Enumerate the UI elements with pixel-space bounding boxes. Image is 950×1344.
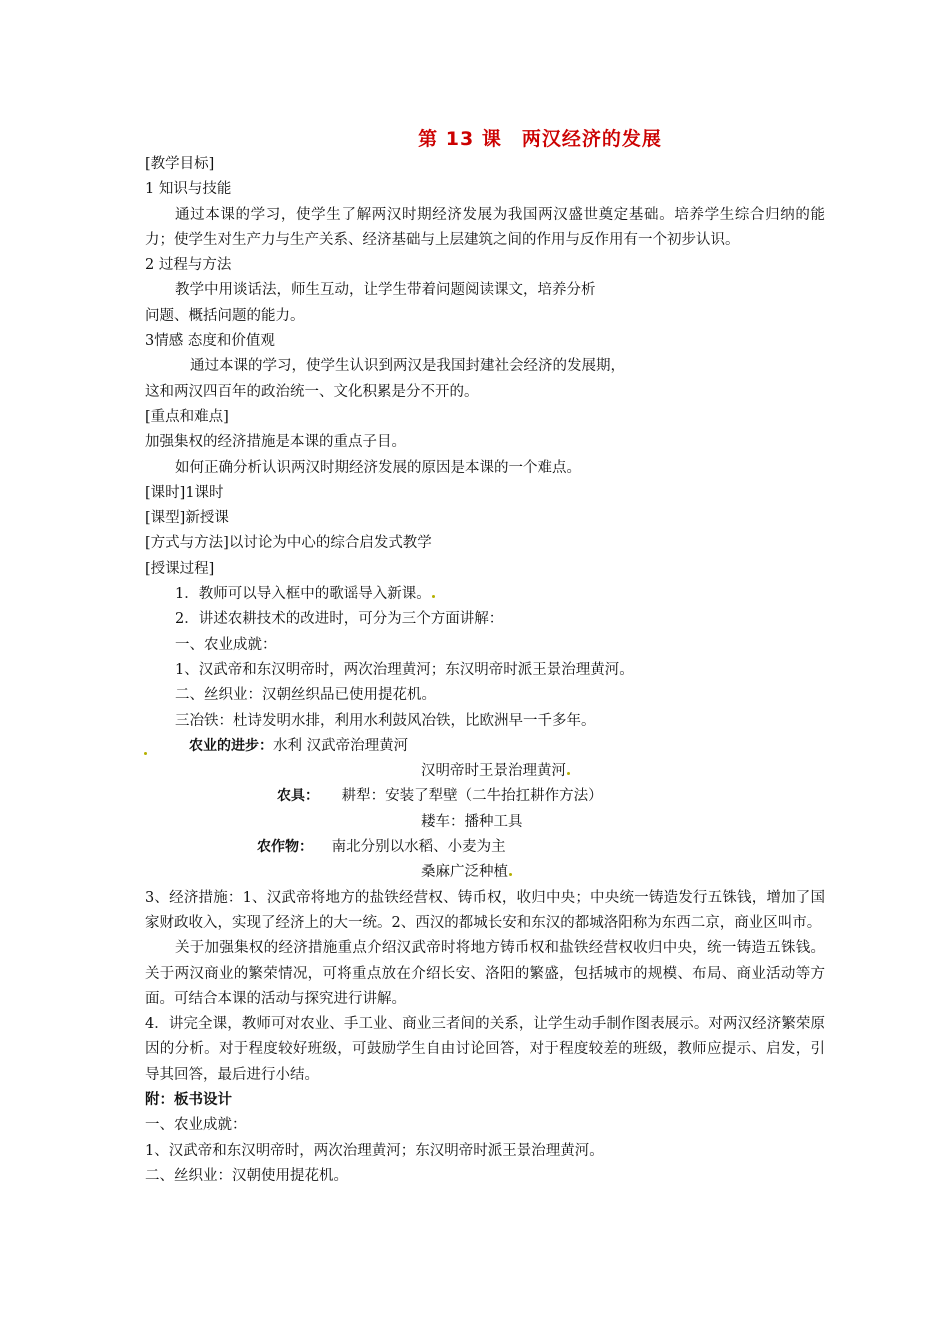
- crops-mulberry: 桑麻广泛种植: [421, 864, 508, 881]
- section-key-points-header: [重点和难点]: [145, 408, 229, 425]
- knowledge-paragraph: 通过本课的学习，使学生了解两汉时期经济发展为我国两汉盛世奠定基础。培养学生综合归纳的能力；使学生对生产力与生产关系、经济基础与上层建筑之间的作用与反作用有一个初步认识。: [145, 206, 825, 248]
- tools-plough: 耕犁：安装了犁壁（二牛抬扛耕作方法）: [341, 788, 603, 805]
- agri-progress-row-2: [145, 759, 825, 784]
- agri-progress-label: 农业的进步：: [189, 737, 273, 754]
- agri-achievement-header: 一、农业成就：: [175, 636, 277, 653]
- difficulty-line: 如何正确分析认识两汉时期经济发展的原因是本课的一个难点。: [175, 459, 581, 476]
- section-process-header: [授课过程]: [145, 560, 215, 577]
- values-line-2: 这和两汉四百年的政治统一、文化积累是分不开的。: [145, 383, 479, 400]
- page-title: 第 13 课 两汉经济的发展: [418, 128, 662, 150]
- board-line-2: 1、汉武帝和东汉明帝时，两次治理黄河；东汉明帝时派王景治理黄河。: [145, 1142, 604, 1159]
- subsection-values: 3情感 态度和价值观: [145, 333, 275, 350]
- values-line-1: 通过本课的学习，使学生认识到两汉是我国封建社会经济的发展期，: [190, 358, 625, 375]
- agri-progress-water: 水利 汉武帝治理黄河: [273, 737, 409, 754]
- centralization-paragraph: 关于加强集权的经济措施重点介绍汉武帝时将地方铸币权和盐铁经营权收归中央，统一铸造五铢钱。关于两汉商业的繁荣情况，可将重点放在介绍长安、洛阳的繁盛，包括城市的规模、布局、商业活动等方面。可结合本课的活动与探究进行讲解。: [145, 940, 825, 1007]
- board-design-header: 附：板书设计: [145, 1091, 232, 1108]
- marker-dot: [567, 772, 570, 775]
- section-goals-header: [教学目标]: [145, 156, 215, 172]
- tools-label: 农具：: [277, 788, 319, 805]
- board-line-3: 二、丝织业：汉朝使用提花机。: [145, 1167, 348, 1184]
- document-page: [145, 126, 825, 1189]
- process-step-1-text: 1．教师可以导入框中的歌谣导入新课。: [175, 586, 431, 603]
- teaching-method: [方式与方法]以讨论为中心的综合启发式教学: [145, 535, 432, 552]
- process-step-2: 2．讲述农耕技术的改进时，可分为三个方面讲解：: [175, 611, 504, 628]
- economic-measures-paragraph: 3、经济措施：1、汉武帝将地方的盐铁经营权、铸币权，收归中央；中央统一铸造发行五铢钱，增加了国家财政收入，实现了经济上的大一统。2、西汉的都城长安和东汉的都城洛阳称为东西二京，商业区叫市。: [145, 889, 825, 931]
- process-line-1: 教学中用谈话法，师生互动，让学生带着问题阅读课文，培养分析: [175, 282, 596, 299]
- crops-label: 农作物：: [257, 839, 313, 856]
- silk-line: 二、丝织业：汉朝丝织品已使用提花机。: [175, 687, 436, 704]
- iron-line: 三冶铁：杜诗发明水排，利用水利鼓风冶铁，比欧洲早一千多年。: [175, 712, 596, 729]
- board-line-1: 一、农业成就：: [145, 1117, 247, 1134]
- subsection-process: 2 过程与方法: [145, 257, 232, 274]
- marker-dot: [144, 752, 147, 755]
- key-point-line: 加强集权的经济措施是本课的重点子目。: [145, 434, 406, 451]
- marker-dot: [509, 873, 512, 876]
- tools-row: [145, 784, 825, 809]
- agri-achievement-line: 1、汉武帝和东汉明帝时，两次治理黄河；东汉明帝时派王景治理黄河。: [175, 661, 634, 678]
- process-line-2: 问题、概括问题的能力。: [145, 307, 305, 324]
- marker-dot: [432, 595, 435, 598]
- class-type: [课型]新授课: [145, 510, 229, 527]
- subsection-knowledge: 1 知识与技能: [145, 181, 232, 198]
- process-step-1: [145, 582, 825, 607]
- crops-main: 南北分别以水稻、小麦为主: [331, 839, 506, 856]
- crops-row-2: [145, 860, 825, 885]
- class-hours: [课时]1课时: [145, 484, 224, 501]
- tools-seeder: 耧车：播种工具: [421, 813, 523, 830]
- summary-paragraph: 4．讲完全课，教师可对农业、手工业、商业三者间的关系，让学生动手制作图表展示。对两汉经济繁荣原因的分析。对于程度较好班级，可鼓励学生自由讨论回答，对于程度较差的班级，教师应提示、启发，引导其回答，最后进行小结。: [145, 1016, 825, 1083]
- crops-row: [145, 835, 825, 860]
- agri-progress-row: [145, 734, 825, 759]
- agri-progress-wangjing: 汉明帝时王景治理黄河: [421, 763, 566, 780]
